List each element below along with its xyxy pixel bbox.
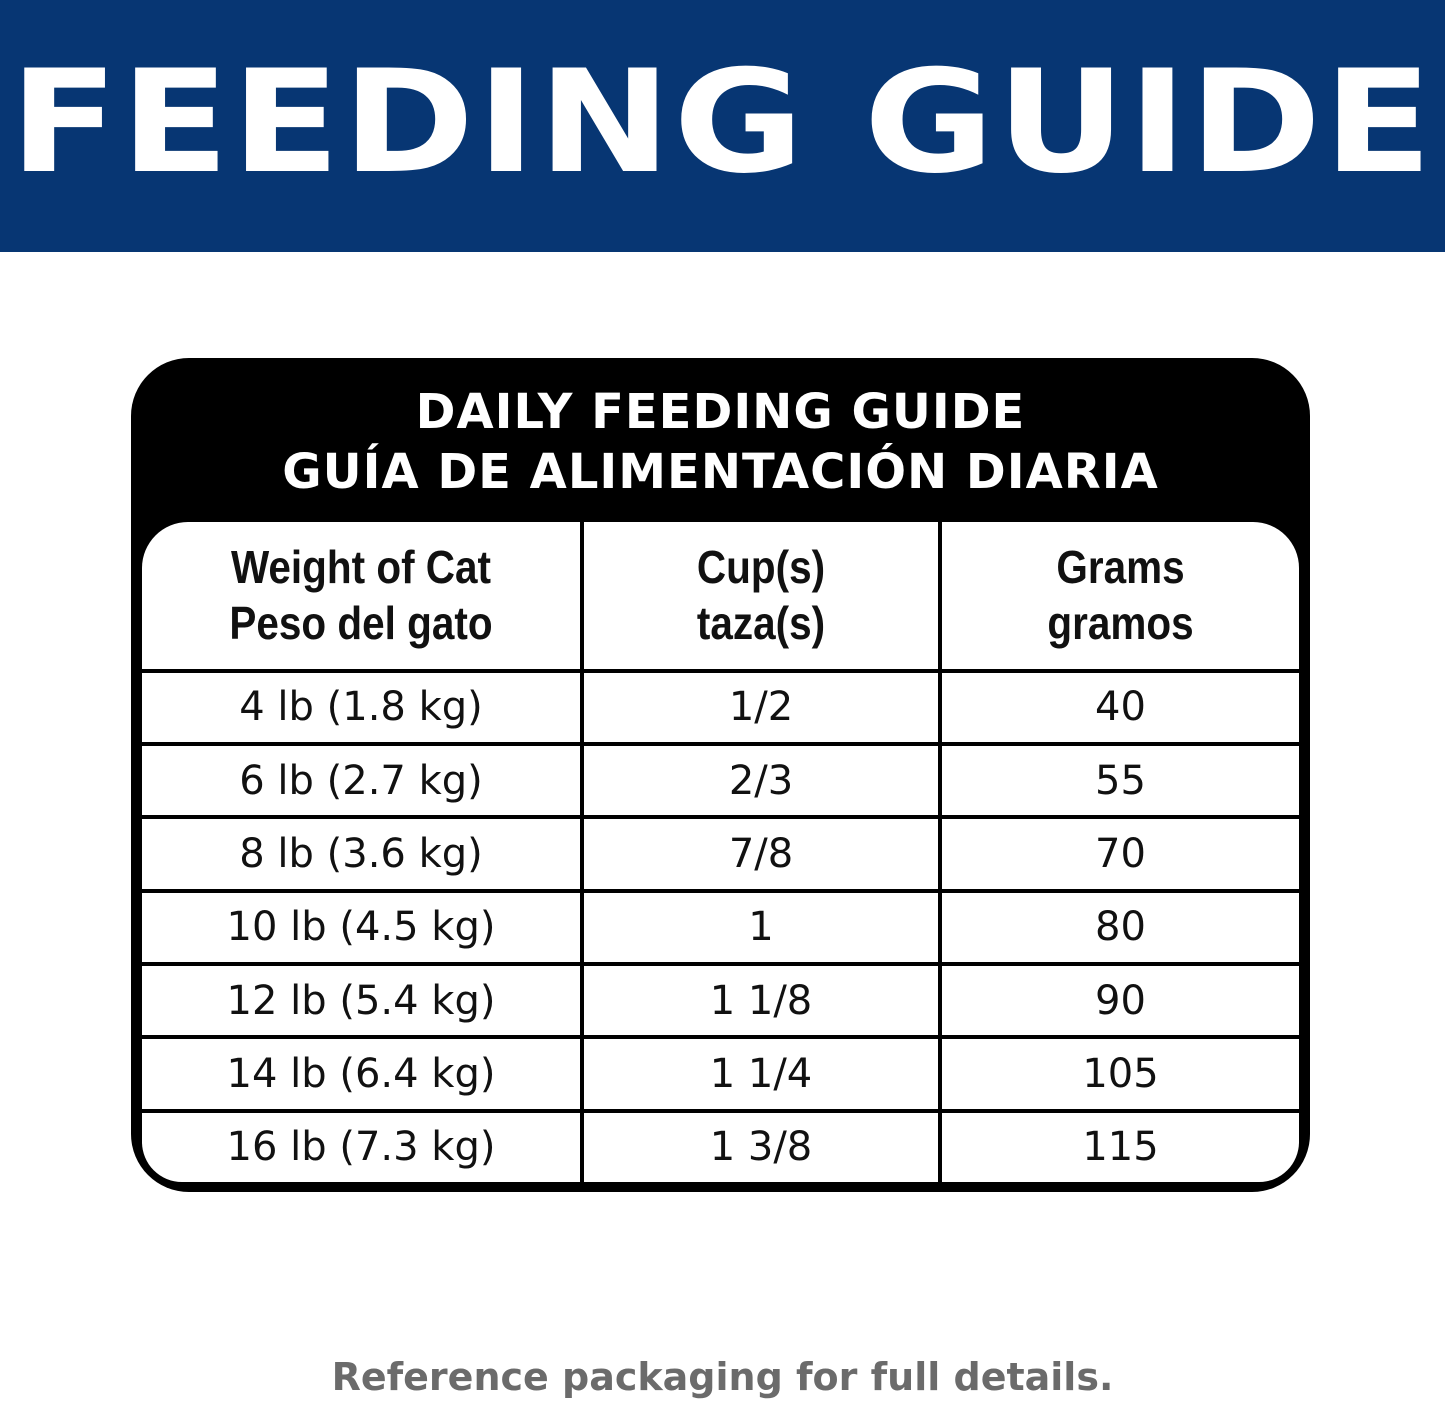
cell-grams: 55	[940, 744, 1299, 817]
table-row	[142, 744, 1299, 817]
table-header-row	[142, 522, 1299, 671]
cell-grams: 40	[940, 671, 1299, 744]
cell-cups: 1	[582, 891, 940, 964]
table-row	[142, 1037, 1299, 1110]
card-title-spanish: GUÍA DE ALIMENTACIÓN DIARIA	[282, 444, 1159, 500]
footer-note: Reference packaging for full details.	[331, 1355, 1114, 1399]
cell-weight: 10 lb (4.5 kg)	[142, 891, 582, 964]
header-banner	[0, 0, 1445, 252]
cell-grams: 80	[940, 891, 1299, 964]
cell-grams: 105	[940, 1037, 1299, 1110]
cell-cups: 1/2	[582, 671, 940, 744]
cell-weight: 16 lb (7.3 kg)	[142, 1111, 582, 1182]
cell-weight: 4 lb (1.8 kg)	[142, 671, 582, 744]
table-row	[142, 964, 1299, 1037]
header-weight-en: Weight of Cat	[230, 541, 492, 594]
cell-cups: 7/8	[582, 817, 940, 890]
cell-cups: 1 1/4	[582, 1037, 940, 1110]
header-cups-es: taza(s)	[696, 597, 826, 650]
page-title: FEEDING GUIDE	[10, 40, 1435, 205]
feeding-table	[142, 522, 1299, 1182]
table-row	[142, 817, 1299, 890]
header-cups-en: Cup(s)	[696, 541, 826, 594]
cell-weight: 12 lb (5.4 kg)	[142, 964, 582, 1037]
header-weight	[142, 522, 582, 671]
card-heading	[131, 382, 1310, 502]
cell-weight: 8 lb (3.6 kg)	[142, 817, 582, 890]
table-row	[142, 1111, 1299, 1182]
cell-grams: 70	[940, 817, 1299, 890]
header-grams-en: Grams	[1056, 541, 1185, 594]
table-row	[142, 671, 1299, 744]
table-row	[142, 891, 1299, 964]
cell-cups: 1 3/8	[582, 1111, 940, 1182]
cell-cups: 1 1/8	[582, 964, 940, 1037]
header-cups	[582, 522, 940, 671]
header-grams-es: gramos	[1047, 597, 1194, 650]
cell-cups: 2/3	[582, 744, 940, 817]
cell-grams: 90	[940, 964, 1299, 1037]
cell-weight: 14 lb (6.4 kg)	[142, 1037, 582, 1110]
header-weight-es: Peso del gato	[229, 597, 493, 650]
card-title-english: DAILY FEEDING GUIDE	[415, 384, 1026, 440]
header-grams	[940, 522, 1299, 671]
feeding-guide-card	[131, 358, 1310, 1192]
cell-grams: 115	[940, 1111, 1299, 1182]
feeding-table-container	[142, 522, 1299, 1182]
cell-weight: 6 lb (2.7 kg)	[142, 744, 582, 817]
